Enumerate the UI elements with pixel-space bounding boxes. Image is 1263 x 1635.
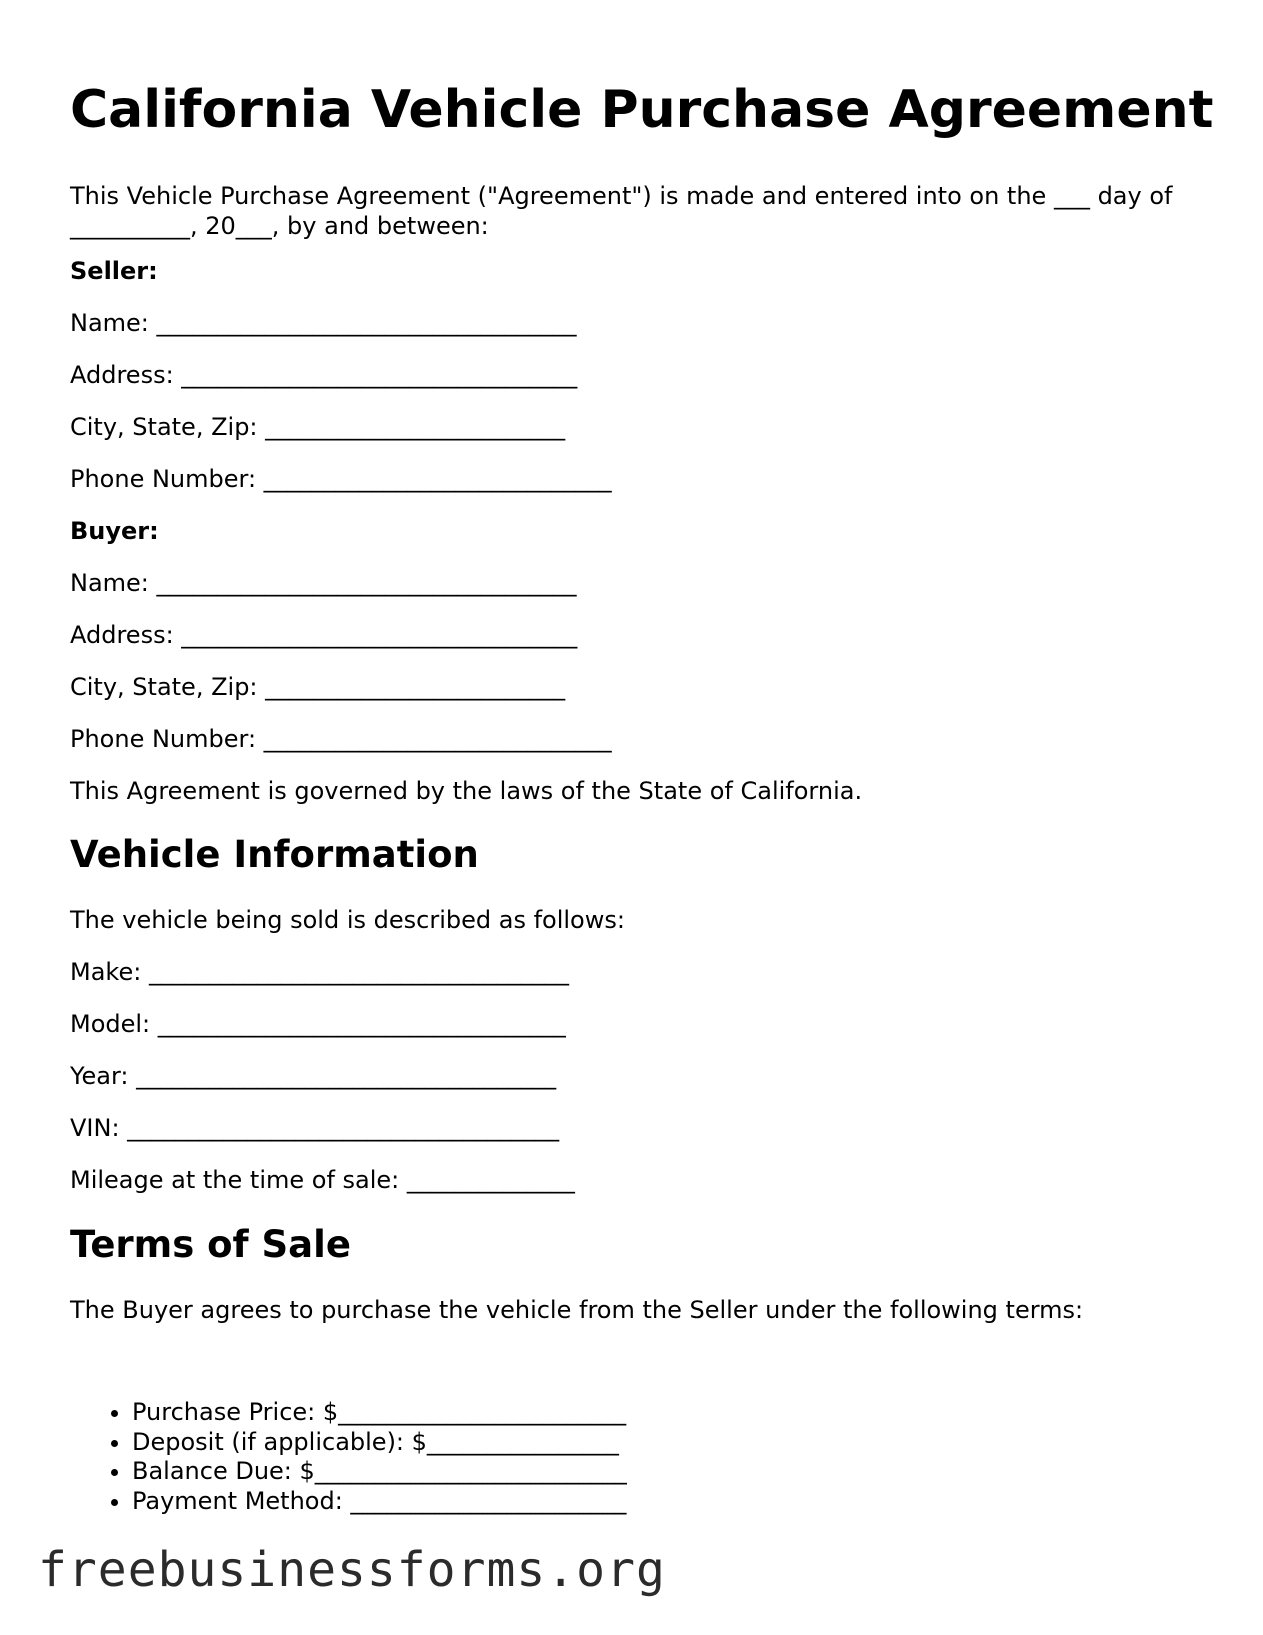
seller-name-field: Name: ___________________________________ (70, 309, 577, 337)
buyer-heading: Buyer: (70, 517, 159, 545)
vehicle-model-field: Model: __________________________________ (70, 1010, 566, 1038)
watermark-text: freebusinessforms.org (38, 1542, 666, 1598)
terms-intro-text: The Buyer agrees to purchase the vehicle from the Seller under the following terms: (70, 1296, 1084, 1324)
vehicle-make-field: Make: ___________________________________ (70, 958, 569, 986)
vehicle-intro-text: The vehicle being sold is described as follows: (70, 906, 625, 934)
term-balance-due: • Balance Due: $__________________________ (132, 1457, 627, 1487)
seller-city-state-zip-field: City, State, Zip: _________________________ (70, 413, 566, 441)
term-deposit: • Deposit (if applicable): $________________ (132, 1428, 627, 1458)
seller-phone-field: Phone Number: _____________________________ (70, 465, 612, 493)
intro-paragraph: This Vehicle Purchase Agreement ("Agreement") is made and entered into on the ___ day of __________, 20___, by and between: (70, 182, 1173, 240)
buyer-phone-field: Phone Number: _____________________________ (70, 725, 612, 753)
vehicle-information-heading: Vehicle Information (70, 833, 479, 876)
vehicle-mileage-field: Mileage at the time of sale: ______________ (70, 1166, 575, 1194)
term-purchase-price: • Purchase Price: $________________________ (132, 1398, 627, 1428)
seller-heading: Seller: (70, 257, 158, 285)
governing-law-text: This Agreement is governed by the laws of the State of California. (70, 777, 863, 805)
buyer-address-field: Address: _________________________________ (70, 621, 578, 649)
terms-of-sale-heading: Terms of Sale (70, 1223, 351, 1266)
seller-address-field: Address: _________________________________ (70, 361, 578, 389)
terms-list (70, 1398, 627, 1516)
vehicle-year-field: Year: ___________________________________ (70, 1062, 557, 1090)
buyer-name-field: Name: ___________________________________ (70, 569, 577, 597)
buyer-city-state-zip-field: City, State, Zip: _________________________ (70, 673, 566, 701)
term-payment-method: • Payment Method: _______________________ (132, 1487, 627, 1517)
vehicle-vin-field: VIN: ____________________________________ (70, 1114, 560, 1142)
document-title: California Vehicle Purchase Agreement (70, 80, 1214, 140)
